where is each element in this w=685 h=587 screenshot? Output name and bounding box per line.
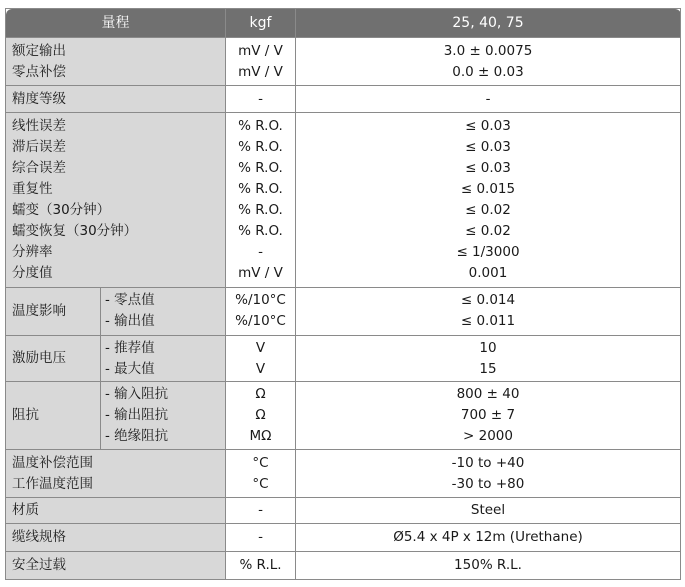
error-values <box>296 113 681 288</box>
header-unit: kgf <box>226 9 296 38</box>
input-impedance-value: 800 ± 40 <box>456 386 520 403</box>
temp-effect-output-label: - 输出值 <box>105 313 155 330</box>
cable-value: Ø5.4 x 4P x 12m (Urethane) <box>296 523 681 551</box>
temp-effect-label: 温度影响 <box>6 287 101 335</box>
zero-balance-label: 零点补偿 <box>12 63 66 80</box>
accuracy-unit: - <box>226 86 296 113</box>
temp-effect-output-unit: %/10°C <box>235 313 286 330</box>
impedance-subs <box>101 382 226 450</box>
row-errors <box>6 113 681 288</box>
row-output <box>6 38 681 86</box>
row-material <box>6 497 681 523</box>
rated-output-value: 3.0 ± 0.0075 <box>443 42 533 59</box>
insulation-impedance-value: > 2000 <box>463 428 513 445</box>
overload-value: 150% R.L. <box>296 551 681 579</box>
header-capacity-label: 量程 <box>6 9 226 38</box>
resolution-unit: - <box>258 244 263 261</box>
insulation-impedance-unit: MΩ <box>249 428 272 445</box>
row-impedance <box>6 382 681 450</box>
excitation-max-label: - 最大值 <box>105 360 155 377</box>
output-values <box>296 38 681 86</box>
temp-effect-subs <box>101 287 226 335</box>
division-label: 分度值 <box>12 265 53 282</box>
compensated-temp-unit: °C <box>252 454 269 471</box>
hysteresis-value: ≤ 0.03 <box>465 139 511 156</box>
excitation-units <box>226 336 296 382</box>
resolution-value: ≤ 1/3000 <box>456 244 520 261</box>
output-impedance-label: - 输出阻抗 <box>105 407 169 424</box>
temp-effect-units <box>226 287 296 335</box>
repeatability-value: ≤ 0.015 <box>460 181 516 198</box>
temp-range-units <box>226 450 296 497</box>
temp-effect-zero-unit: %/10°C <box>235 292 286 309</box>
linearity-label: 线性误差 <box>12 118 66 135</box>
combined-error-label: 综合误差 <box>12 160 66 177</box>
row-cable <box>6 523 681 551</box>
row-temp-range <box>6 450 681 497</box>
temp-effect-values <box>296 287 681 335</box>
error-units <box>226 113 296 288</box>
division-unit: mV / V <box>238 265 283 282</box>
hysteresis-label: 滞后误差 <box>12 139 66 156</box>
spec-table <box>5 8 681 580</box>
material-value: Steel <box>296 497 681 523</box>
output-names <box>6 38 226 86</box>
resolution-label: 分辨率 <box>12 244 53 261</box>
cable-label: 缆线规格 <box>6 523 226 551</box>
output-units <box>226 38 296 86</box>
material-unit: - <box>226 497 296 523</box>
excitation-recommended-value: 10 <box>479 339 497 356</box>
temp-range-values <box>296 450 681 497</box>
operating-temp-value: -30 to +80 <box>451 475 525 492</box>
excitation-values <box>296 336 681 382</box>
compensated-temp-label: 温度补偿范围 <box>12 454 93 471</box>
repeatability-label: 重复性 <box>12 181 53 198</box>
creep-recovery-label: 蠕变恢复（30分钟） <box>12 223 138 240</box>
row-accuracy <box>6 86 681 113</box>
insulation-impedance-label: - 绝缘阻抗 <box>105 428 169 445</box>
zero-balance-unit: mV / V <box>238 63 283 80</box>
temp-effect-output-value: ≤ 0.011 <box>460 313 516 330</box>
overload-unit: % R.L. <box>226 551 296 579</box>
row-excitation <box>6 336 681 382</box>
excitation-label: 激励电压 <box>6 336 101 382</box>
impedance-values <box>296 382 681 450</box>
excitation-recommended-label: - 推荐值 <box>105 339 155 356</box>
row-temp-effect <box>6 287 681 335</box>
compensated-temp-value: -10 to +40 <box>451 454 525 471</box>
creep-recovery-unit: % R.O. <box>238 223 283 240</box>
header-capacity-values: 25, 40, 75 <box>296 9 681 38</box>
division-value: 0.001 <box>468 265 508 282</box>
excitation-max-value: 15 <box>479 360 497 377</box>
creep-recovery-value: ≤ 0.02 <box>465 223 511 240</box>
linearity-unit: % R.O. <box>238 118 283 135</box>
excitation-max-unit: V <box>255 360 266 377</box>
rated-output-unit: mV / V <box>238 42 283 59</box>
impedance-label: 阻抗 <box>6 382 101 450</box>
header-row <box>6 9 681 38</box>
excitation-recommended-unit: V <box>255 339 266 356</box>
output-impedance-value: 700 ± 7 <box>460 407 516 424</box>
error-names <box>6 113 226 288</box>
input-impedance-unit: Ω <box>255 386 266 403</box>
overload-label: 安全过载 <box>6 551 226 579</box>
input-impedance-label: - 输入阻抗 <box>105 386 169 403</box>
creep-unit: % R.O. <box>238 202 283 219</box>
creep-label: 蠕变（30分钟） <box>12 202 111 219</box>
temp-effect-zero-label: - 零点值 <box>105 292 155 309</box>
temp-effect-zero-value: ≤ 0.014 <box>460 292 516 309</box>
excitation-subs <box>101 336 226 382</box>
material-label: 材质 <box>6 497 226 523</box>
temp-range-names <box>6 450 226 497</box>
accuracy-label: 精度等级 <box>6 86 226 113</box>
output-impedance-unit: Ω <box>255 407 266 424</box>
rated-output-label: 额定输出 <box>12 42 66 59</box>
creep-value: ≤ 0.02 <box>465 202 511 219</box>
combined-error-value: ≤ 0.03 <box>465 160 511 177</box>
repeatability-unit: % R.O. <box>238 181 283 198</box>
impedance-units <box>226 382 296 450</box>
zero-balance-value: 0.0 ± 0.03 <box>452 63 524 80</box>
linearity-value: ≤ 0.03 <box>465 118 511 135</box>
row-overload <box>6 551 681 579</box>
cable-unit: - <box>226 523 296 551</box>
combined-error-unit: % R.O. <box>238 160 283 177</box>
operating-temp-label: 工作温度范围 <box>12 475 93 492</box>
accuracy-value: - <box>296 86 681 113</box>
operating-temp-unit: °C <box>252 475 269 492</box>
hysteresis-unit: % R.O. <box>238 139 283 156</box>
